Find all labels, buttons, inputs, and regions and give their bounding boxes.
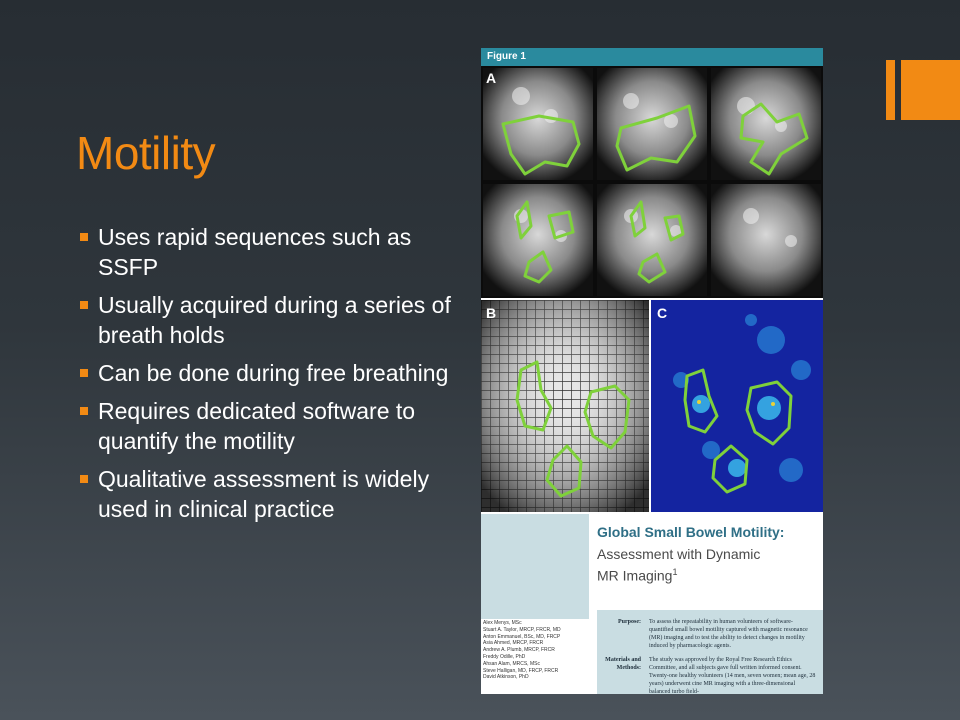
author-item: David Atkinson, PhD [483, 674, 529, 681]
deformation-grid-image [481, 300, 649, 512]
author-item: Steve Halligan, MD, FRCP, FRCR [483, 667, 559, 674]
author-item: Stuart A. Taylor, MRCP, FRCR, MD [483, 626, 561, 633]
article-subtitle-line2: MR Imaging [597, 567, 673, 584]
article-sidebar-box [481, 514, 589, 619]
bullet-item: Requires dedicated software to quantify the motility [78, 396, 473, 456]
bullet-item: Qualitative assessment is widely used in clinical practice [78, 464, 473, 524]
slide-title: Motility [76, 127, 216, 179]
bullet-item: Usually acquired during a series of breath holds [78, 290, 473, 350]
panel-c-motility-map [651, 300, 823, 512]
author-list [483, 620, 593, 681]
author-item: Andrew A. Plumb, MRCP, FRCR [483, 647, 555, 654]
article-subtitle-line1: Assessment with Dynamic [597, 546, 761, 562]
bullet-item: Uses rapid sequences such as SSFP [78, 222, 473, 282]
abstract-purpose-label: Purpose: [618, 619, 641, 625]
abstract-methods-text: The study was approved by the Royal Free Research Ethics Committee, and all subjects gave full written informed consent. Twenty-one healthy volunteers (14 men, seven women; mean age, 28 years) underwent cine MR imaging with a three-dimensional balanced turbo field- [649, 657, 816, 694]
figure-header: Figure 1 [481, 48, 823, 66]
author-item: Freddy Odille, PhD [483, 653, 526, 660]
panel-a-mri-grid [481, 66, 823, 298]
mri-slices-image [481, 66, 823, 298]
accent-bar-thin [886, 60, 895, 120]
abstract-methods-label: Materials and Methods: [605, 657, 641, 671]
author-item: Asia Ahmed, MRCP, FRCR [483, 640, 544, 647]
abstract-purpose-text: To assess the repeatability in human volunteers of software-quantified small bowel motility captured with magnetic resonance (MR) imaging and to test the ability to detect changes in motility induced by pharmacologic agents. [649, 619, 808, 649]
article-excerpt [481, 514, 823, 694]
accent-bar-wide [901, 60, 960, 120]
author-item: Anton Emmanuel, BSc, MD, FRCP [483, 633, 561, 640]
article-subtitle [597, 545, 817, 585]
article-superscript: 1 [672, 567, 678, 577]
bullet-list [78, 222, 473, 532]
author-item: Ahsan Alam, MRCS, MSc [483, 660, 540, 667]
journal-figure [481, 48, 823, 694]
panel-label-a: A [486, 70, 497, 86]
panel-label-b: B [486, 305, 497, 321]
author-item: Alex Menys, MSc [483, 620, 522, 626]
motility-map-image [651, 300, 823, 512]
abstract-box [597, 610, 823, 694]
bullet-item: Can be done during free breathing [78, 358, 473, 388]
article-title: Global Small Bowel Motility: [597, 524, 785, 540]
panel-b-deformation-grid [481, 300, 649, 512]
panel-label-c: C [657, 305, 668, 321]
